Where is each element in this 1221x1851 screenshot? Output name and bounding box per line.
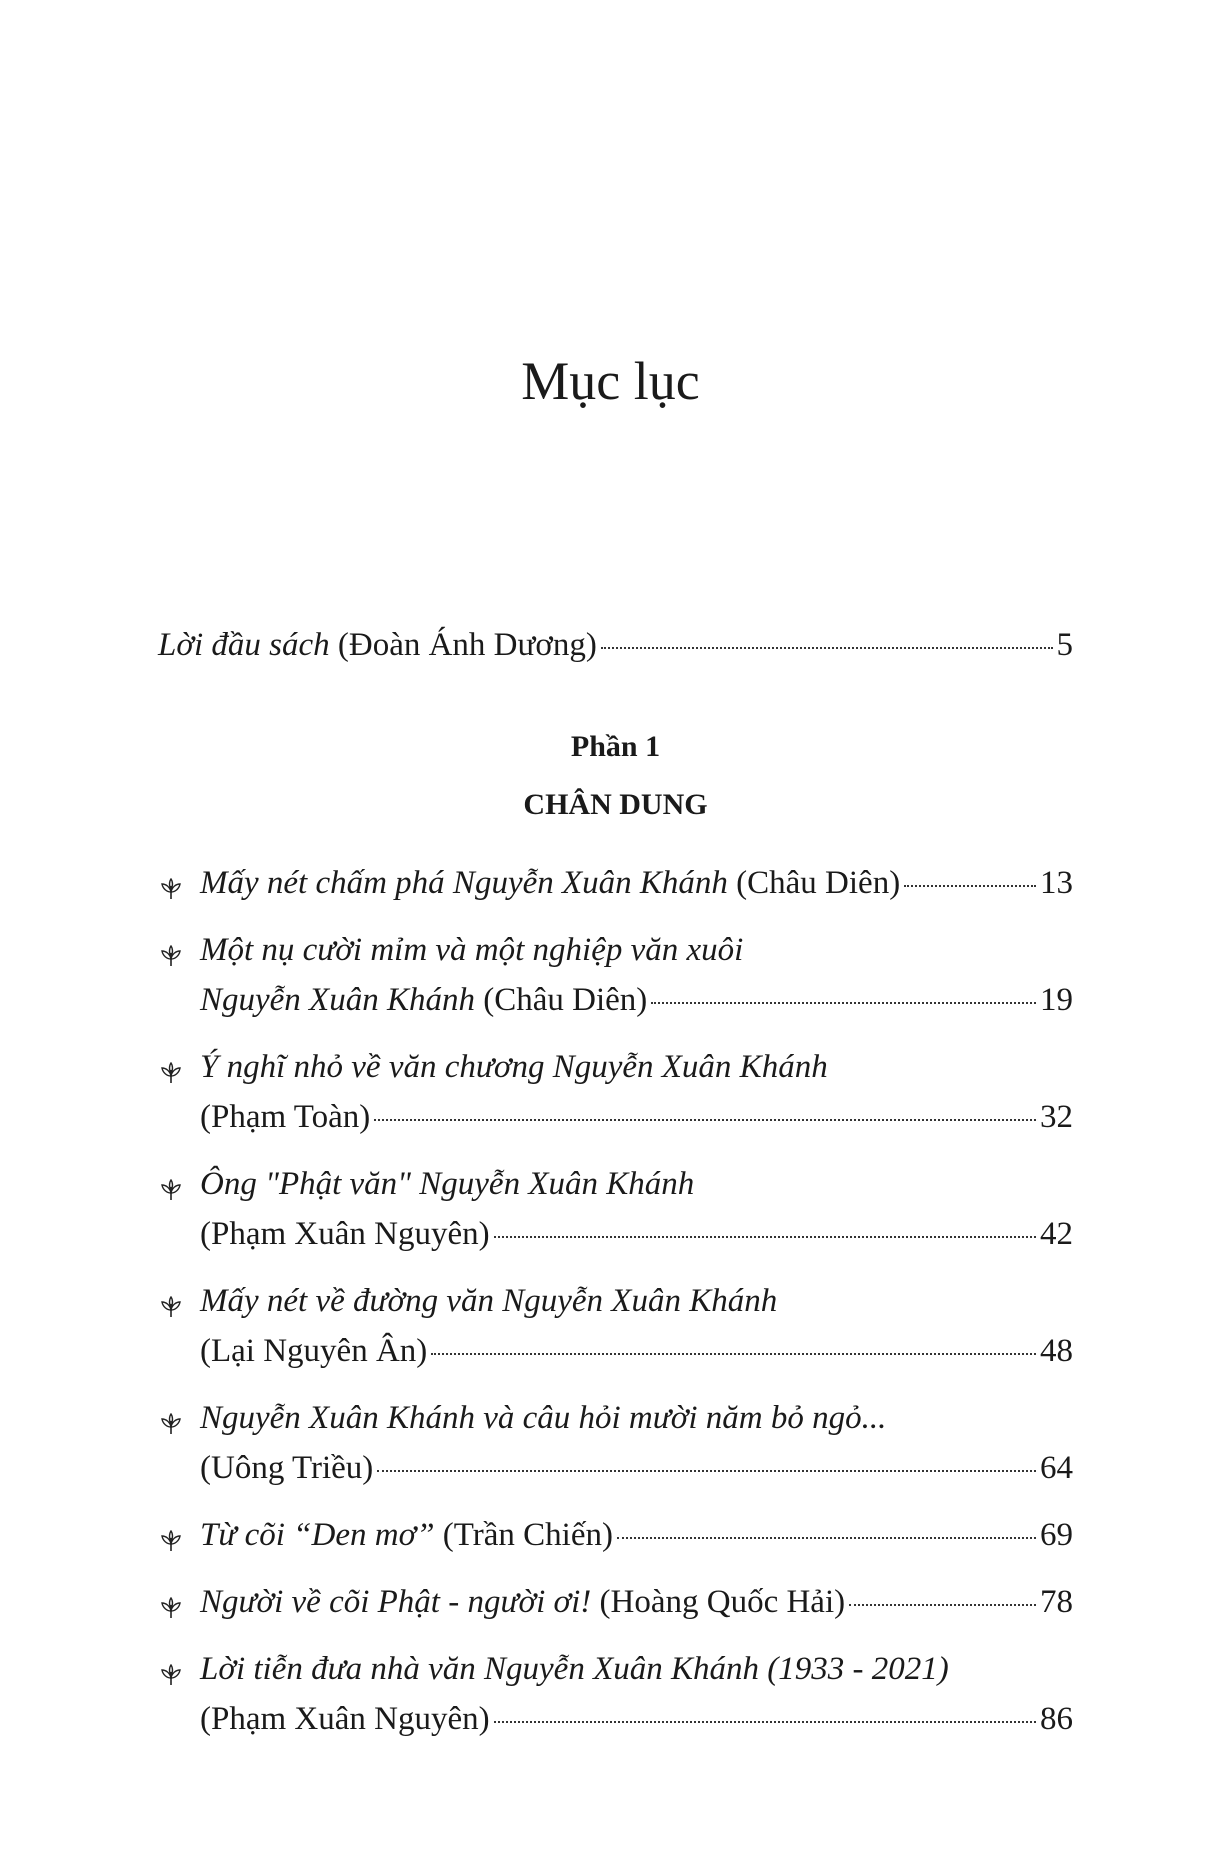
entry-title: Ông "Phật văn" Nguyễn Xuân Khánh xyxy=(200,1166,695,1202)
entry-line xyxy=(200,1694,1073,1744)
entry-line xyxy=(200,1159,1073,1209)
dot-leader xyxy=(494,1235,1036,1238)
toc-intro-entry xyxy=(158,620,1073,670)
entry-line xyxy=(200,925,1073,975)
part-number: Phần 1 xyxy=(570,730,661,763)
page-number: 78 xyxy=(1040,1584,1073,1620)
page-number: 13 xyxy=(1040,865,1073,901)
entry-title: Nguyễn Xuân Khánh xyxy=(200,982,475,1018)
entry-line xyxy=(200,858,1073,908)
dot-leader xyxy=(849,1603,1036,1606)
dot-leader xyxy=(651,1001,1036,1004)
dot-leader xyxy=(494,1720,1036,1723)
page-number: 69 xyxy=(1040,1517,1073,1553)
part-name: CHÂN DUNG xyxy=(523,788,708,821)
entry-author: (Phạm Xuân Nguyên) xyxy=(200,1216,490,1252)
entry-author: (Châu Diên) xyxy=(727,865,901,901)
toc-entry xyxy=(158,1276,1073,1376)
entry-title: Mấy nét chấm phá Nguyễn Xuân Khánh xyxy=(200,865,728,901)
page-number: 19 xyxy=(1040,982,1073,1018)
page-number: 5 xyxy=(1056,627,1073,663)
entry-title: Lời đầu sách xyxy=(158,627,330,663)
entry-title: Ý nghĩ nhỏ về văn chương Nguyễn Xuân Khánh xyxy=(200,1049,828,1085)
toc-entry xyxy=(158,1042,1073,1142)
entry-author: (Phạm Toàn) xyxy=(200,1099,371,1135)
entry-author: (Hoàng Quốc Hải) xyxy=(591,1584,846,1620)
leaf-bullet-icon xyxy=(160,872,182,894)
page-number: 86 xyxy=(1040,1701,1073,1737)
toc-entry xyxy=(158,1644,1073,1744)
entry-line xyxy=(200,1510,1073,1560)
page-number: 48 xyxy=(1040,1333,1073,1369)
page-number: 32 xyxy=(1040,1099,1073,1135)
entry-author: (Trần Chiến) xyxy=(434,1517,613,1553)
dot-leader xyxy=(377,1469,1036,1472)
entry-author: (Phạm Xuân Nguyên) xyxy=(200,1701,490,1737)
entry-title: Một nụ cười mỉm và một nghiệp văn xuôi xyxy=(200,932,744,968)
entry-line xyxy=(200,1644,1073,1694)
toc-entry xyxy=(158,1159,1073,1259)
entry-line xyxy=(200,1326,1073,1376)
dot-leader xyxy=(904,884,1036,887)
entry-title: Người về cõi Phật - người ơi! xyxy=(200,1584,592,1620)
entry-line xyxy=(200,1443,1073,1493)
leaf-bullet-icon xyxy=(160,1407,182,1429)
leaf-bullet-icon xyxy=(160,939,182,961)
entry-author: (Châu Diên) xyxy=(474,982,648,1018)
dot-leader xyxy=(431,1352,1036,1355)
entry-author: (Uông Triều) xyxy=(200,1450,374,1486)
leaf-bullet-icon xyxy=(160,1524,182,1546)
entry-title: Nguyễn Xuân Khánh và câu hỏi mười năm bỏ ngỏ... xyxy=(200,1400,887,1436)
entry-line xyxy=(200,1577,1073,1627)
entry-author: (Đoàn Ánh Dương) xyxy=(329,627,597,663)
page-number: 42 xyxy=(1040,1216,1073,1252)
leaf-bullet-icon xyxy=(160,1290,182,1312)
entry-line xyxy=(200,1393,1073,1443)
leaf-bullet-icon xyxy=(160,1591,182,1613)
dot-leader xyxy=(617,1536,1036,1539)
toc-entry xyxy=(158,1577,1073,1627)
table-of-contents xyxy=(158,620,1073,1744)
leaf-bullet-icon xyxy=(160,1658,182,1680)
toc-entry xyxy=(158,925,1073,1025)
entry-line xyxy=(200,1276,1073,1326)
entry-title: Mấy nét về đường văn Nguyễn Xuân Khánh xyxy=(200,1283,778,1319)
toc-entry xyxy=(158,1393,1073,1493)
dot-leader xyxy=(374,1118,1036,1121)
entry-title: Lời tiễn đưa nhà văn Nguyễn Xuân Khánh (1933 - 2021) xyxy=(200,1651,949,1687)
dot-leader xyxy=(601,646,1053,649)
entry-list xyxy=(158,858,1073,1744)
entry-line xyxy=(200,1092,1073,1142)
entry-line xyxy=(200,1042,1073,1092)
page-number: 64 xyxy=(1040,1450,1073,1486)
toc-entry xyxy=(158,858,1073,908)
leaf-bullet-icon xyxy=(160,1056,182,1078)
entry-author: (Lại Nguyên Ân) xyxy=(200,1333,428,1369)
entry-line xyxy=(200,1209,1073,1259)
entry-line xyxy=(200,975,1073,1025)
page-title: Mục lục xyxy=(521,351,700,411)
leaf-bullet-icon xyxy=(160,1173,182,1195)
toc-entry xyxy=(158,1510,1073,1560)
entry-title: Từ cõi “Den mơ” xyxy=(200,1517,435,1553)
